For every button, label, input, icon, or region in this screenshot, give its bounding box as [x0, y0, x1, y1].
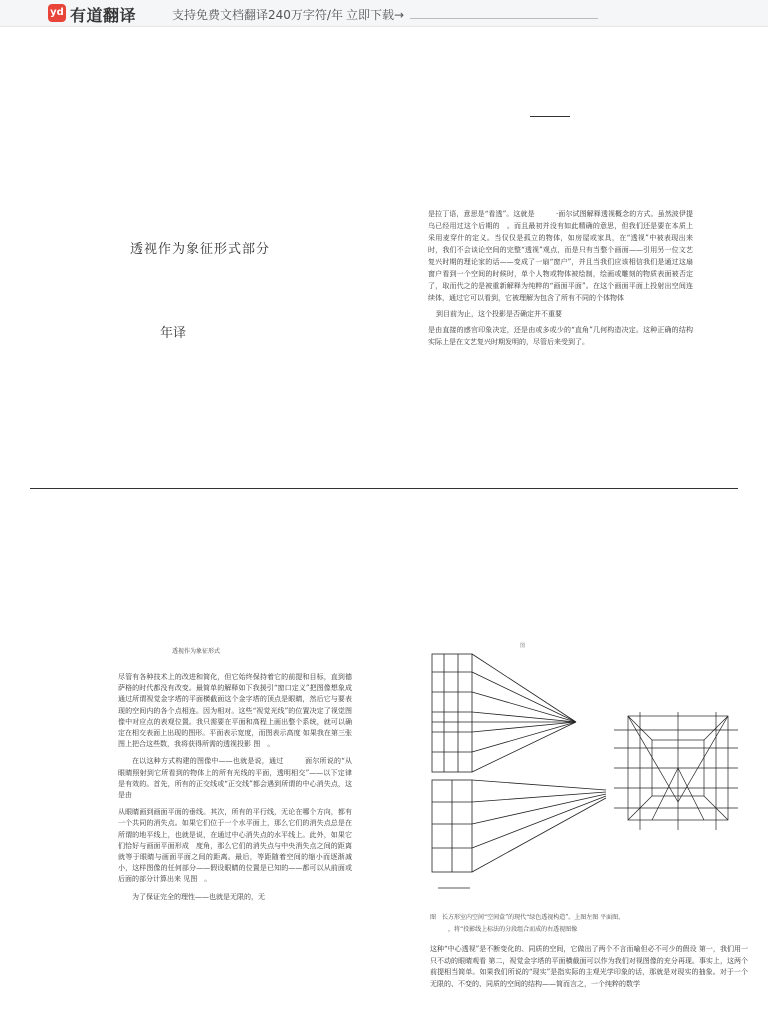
running-head: 透视作为象征形式 — [172, 648, 221, 655]
page-separator — [30, 488, 738, 489]
perspective-result-figure — [612, 712, 740, 830]
figure-mark: 图 — [520, 643, 526, 649]
top-rule — [530, 116, 570, 117]
page2-paragraph: 为了保证完全的理性——也就是无限的，无 — [132, 892, 265, 901]
page2-paragraph: 从眼睛画到画面平面的垂线。其次，所有的平行线，无论在哪个方向，都有一个共同的消失点。如果它们位于一个水平面上，那么它们的消失点总是在所谓的地平线上，也就是说，在通过中心消失点的水平线上。此外，如果它们恰好与画面平面形成 度角，那么它们的消失点与中央消失点之间的距离就等于眼睛与画面平面之间的距离。最后，等距随着空间的缩小而逐渐减小，这样图像的任何部分——假设眼睛的位置是已知的——都可以从前面或后面的部分计算出来 见图 。 — [118, 808, 352, 884]
top-bar — [0, 0, 768, 27]
page1-paragraph: 是由直接的感官印象决定，还是由或多或少的“直角”几何构造决定。这种正确的结构实际上是在文艺复兴时期发明的，尽管后来受到了。 — [428, 326, 693, 346]
translator-line: 年译 — [160, 326, 187, 341]
page2-paragraph: 尽管有各种技术上的改进和简化，但它始终保持着它的前提和目标，直到德萨格的时代都没有改变。最简单的解释如下我援引“窗口定义”把图像想象成通过所谓视觉金字塔的平面横截面这个金字塔的顶点是眼睛，然后它与要表现的空间内的各个点相连。因为相对。这些“视觉光线”的位置决定了视觉图像中对应点的表观位置。我只需要在平面和高程上画出整个系统，就可以确定在相交表面上出现的图形。平面表示宽度，而图表示高度 如果我在第三张图上把合这些数，我将获得所需的透视投影 图 。 — [118, 673, 352, 749]
header-underline — [410, 18, 598, 19]
page1-body — [428, 208, 693, 348]
caption-line: ，将“投影线上标法的分段组合而成的右透视图像 — [448, 926, 578, 933]
promo-text: 支持免费文档翻译240万字符/年 — [172, 8, 343, 22]
figure-caption — [430, 912, 748, 936]
download-link[interactable]: 立即下载→ — [346, 8, 405, 22]
app-name[interactable]: 有道翻译 — [70, 6, 137, 25]
caption-line: 图 长方形室内空间“空间盒”的现代“绿色透视构造”。上图左图 平面图， — [430, 914, 625, 921]
page1-paragraph: 到目前为止，这个投影是否确定并不重要 — [436, 310, 562, 318]
youdao-logo-icon[interactable]: yd — [48, 4, 66, 22]
page1-paragraph: 是拉丁语，意思是“看透”。这就是 ·面尔试图解释透视概念的方式。虽然波伊提乌已经用过这个后期的 。而且最初并没有如此精确的意思，但我们还是要在本质上采用麦穿什的定义。当仅仅是孤立的物体，如房屋或家具，在“透视”中被表现出来时，我们不会谈论空间的完整“透视”观点，而是只有当整个画面——引用另一位文艺复兴时期的理论家的话——变成了一扇“窗户”，并且当我们应该相信我们是通过这扇窗户看到一个空间的时候时，单个人物或物体被绘制，绘画或雕刻的物质表面被否定了，取而代之的是被重新解释为纯粹的“画面平面”。在这个画面平面上投射出空间连续体，通过它可以看到，它被理解为包含了所有不同的个体物体 — [428, 210, 693, 302]
page2-paragraph: 在以这种方式构建的图像中——也就是说，通过 面尔所说的“从眼睛照射到它所看到的物体上的所有光线的平面，透明相交”——以下定律是有效的。首先，所有的正交线或“正交线”都会遇到所谓的中心消失点，这是由 — [118, 757, 352, 800]
document-title: 透视作为象征形式部分 — [130, 242, 271, 257]
perspective-construction-figure — [430, 652, 608, 898]
page2-paragraph: 这种“中心透视”是不断变化的、同质的空间，它做出了两个不言而喻但必不可少的假设 第一，我们用一只不动的眼睛观看 第二，视觉金字塔的平面横截面可以作为我们对视图像的充分再现。事实上，这两个前提相当简单。如果我们所说的“现实”是指实际的主观光学印象的话，那就是对现实的抽象。对于一个无限的、不变的、同质的空间的结构——简而言之，一个纯粹的数学 — [430, 945, 748, 988]
page2-left-column — [118, 672, 352, 909]
page2-right-column — [430, 944, 748, 990]
